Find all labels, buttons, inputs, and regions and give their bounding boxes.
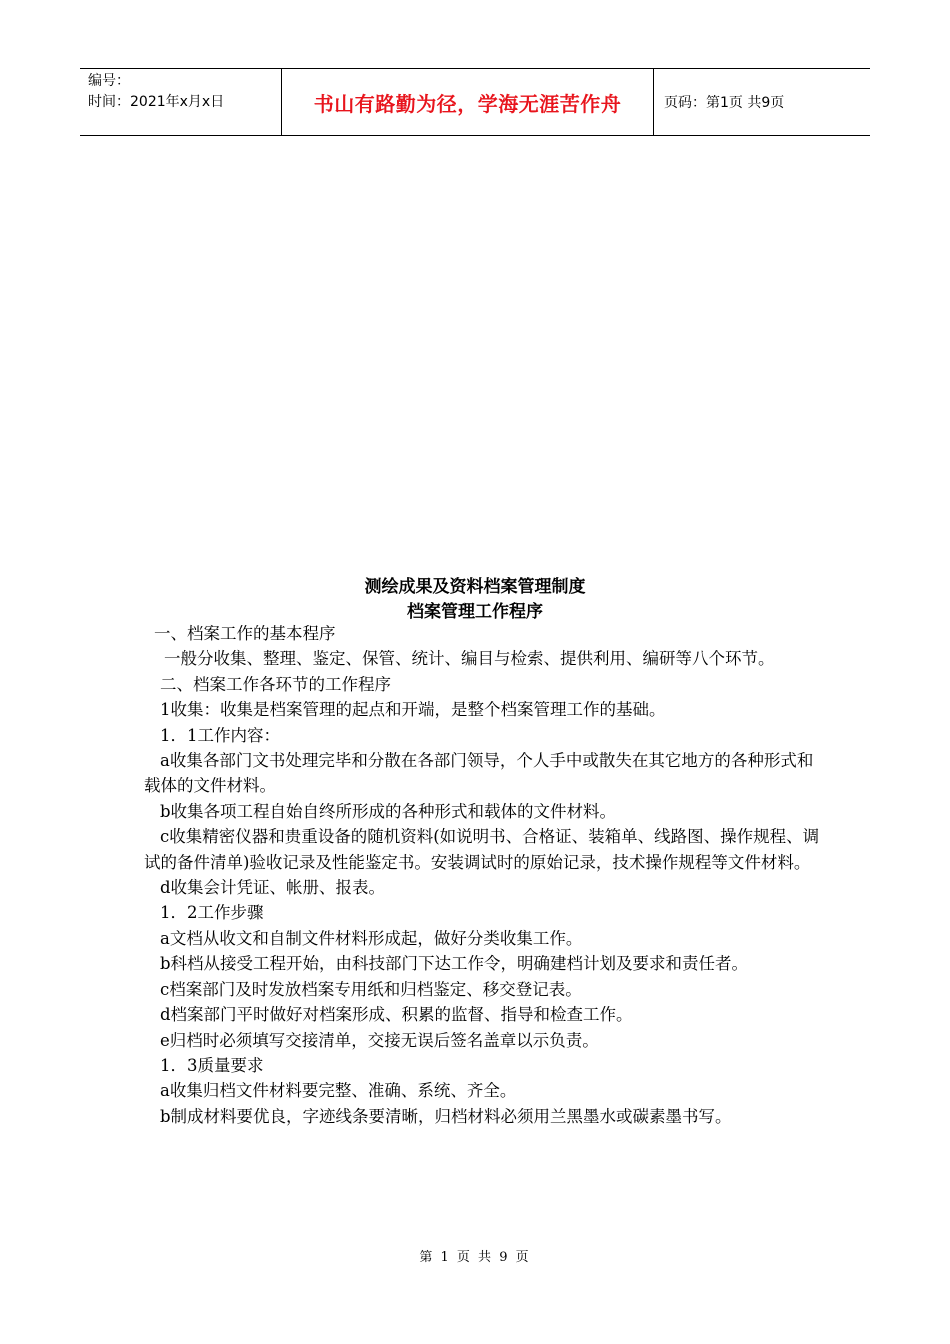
paragraph: b科档从接受工程开始，由科技部门下达工作令，明确建档计划及要求和责任者。	[160, 954, 749, 974]
paragraph: 1．3质量要求	[160, 1055, 264, 1075]
header-page-info: 页码：第1页 共9页	[664, 95, 785, 111]
page-header	[80, 68, 870, 136]
paragraph: c收集精密仪器和贵重设备的随机资料(如说明书、合格证、装箱单、线路图、操作规程、调试的备件清单)验收记录及性能鉴定书。安装调试时的原始记录，技术操作规程等文件材料。	[144, 827, 820, 872]
paragraph: e归档时必须填写交接清单，交接无误后签名盖章以示负责。	[160, 1030, 599, 1050]
document-body	[144, 621, 824, 1129]
header-meta	[80, 69, 282, 135]
paragraph: a收集归档文件材料要完整、准确、系统、齐全。	[160, 1081, 517, 1101]
paragraph: d收集会计凭证、帐册、报表。	[160, 878, 386, 898]
paragraph: 一、档案工作的基本程序	[154, 624, 336, 643]
paragraph: a文档从收文和自制文件材料形成起，做好分类收集工作。	[160, 928, 583, 948]
paragraph: a收集各部门文书处理完毕和分散在各部门领导，个人手中或散失在其它地方的各种形式和载体的文件材料。	[144, 751, 814, 796]
page-footer: 第 1 页 共 9 页	[419, 1250, 531, 1265]
paragraph: c档案部门及时发放档案专用纸和归档鉴定、移交登记表。	[160, 979, 582, 999]
paragraph: 1．1工作内容：	[160, 725, 280, 745]
paragraph: 二、档案工作各环节的工作程序	[160, 674, 391, 694]
document-title: 测绘成果及资料档案管理制度	[364, 577, 586, 597]
document-subtitle: 档案管理工作程序	[407, 602, 543, 622]
header-motto: 书山有路勤为径，学海无涯苦作舟	[282, 69, 654, 135]
paragraph: b收集各项工程自始自终所形成的各种形式和载体的文件材料。	[160, 801, 617, 821]
number-label: 编号：	[88, 73, 130, 89]
paragraph: 1．2工作步骤	[160, 903, 264, 923]
paragraph: b制成材料要优良，字迹线条要清晰，归档材料必须用兰黑墨水或碳素墨书写。	[160, 1106, 732, 1126]
paragraph: 一般分收集、整理、鉴定、保管、统计、编目与检索、提供利用、编研等八个环节。	[164, 649, 775, 669]
time-label: 时间：2021年x月x日	[88, 94, 225, 110]
paragraph: d档案部门平时做好对档案形成、积累的监督、指导和检查工作。	[160, 1005, 633, 1025]
paragraph: 1收集：收集是档案管理的起点和开端，是整个档案管理工作的基础。	[160, 700, 666, 720]
